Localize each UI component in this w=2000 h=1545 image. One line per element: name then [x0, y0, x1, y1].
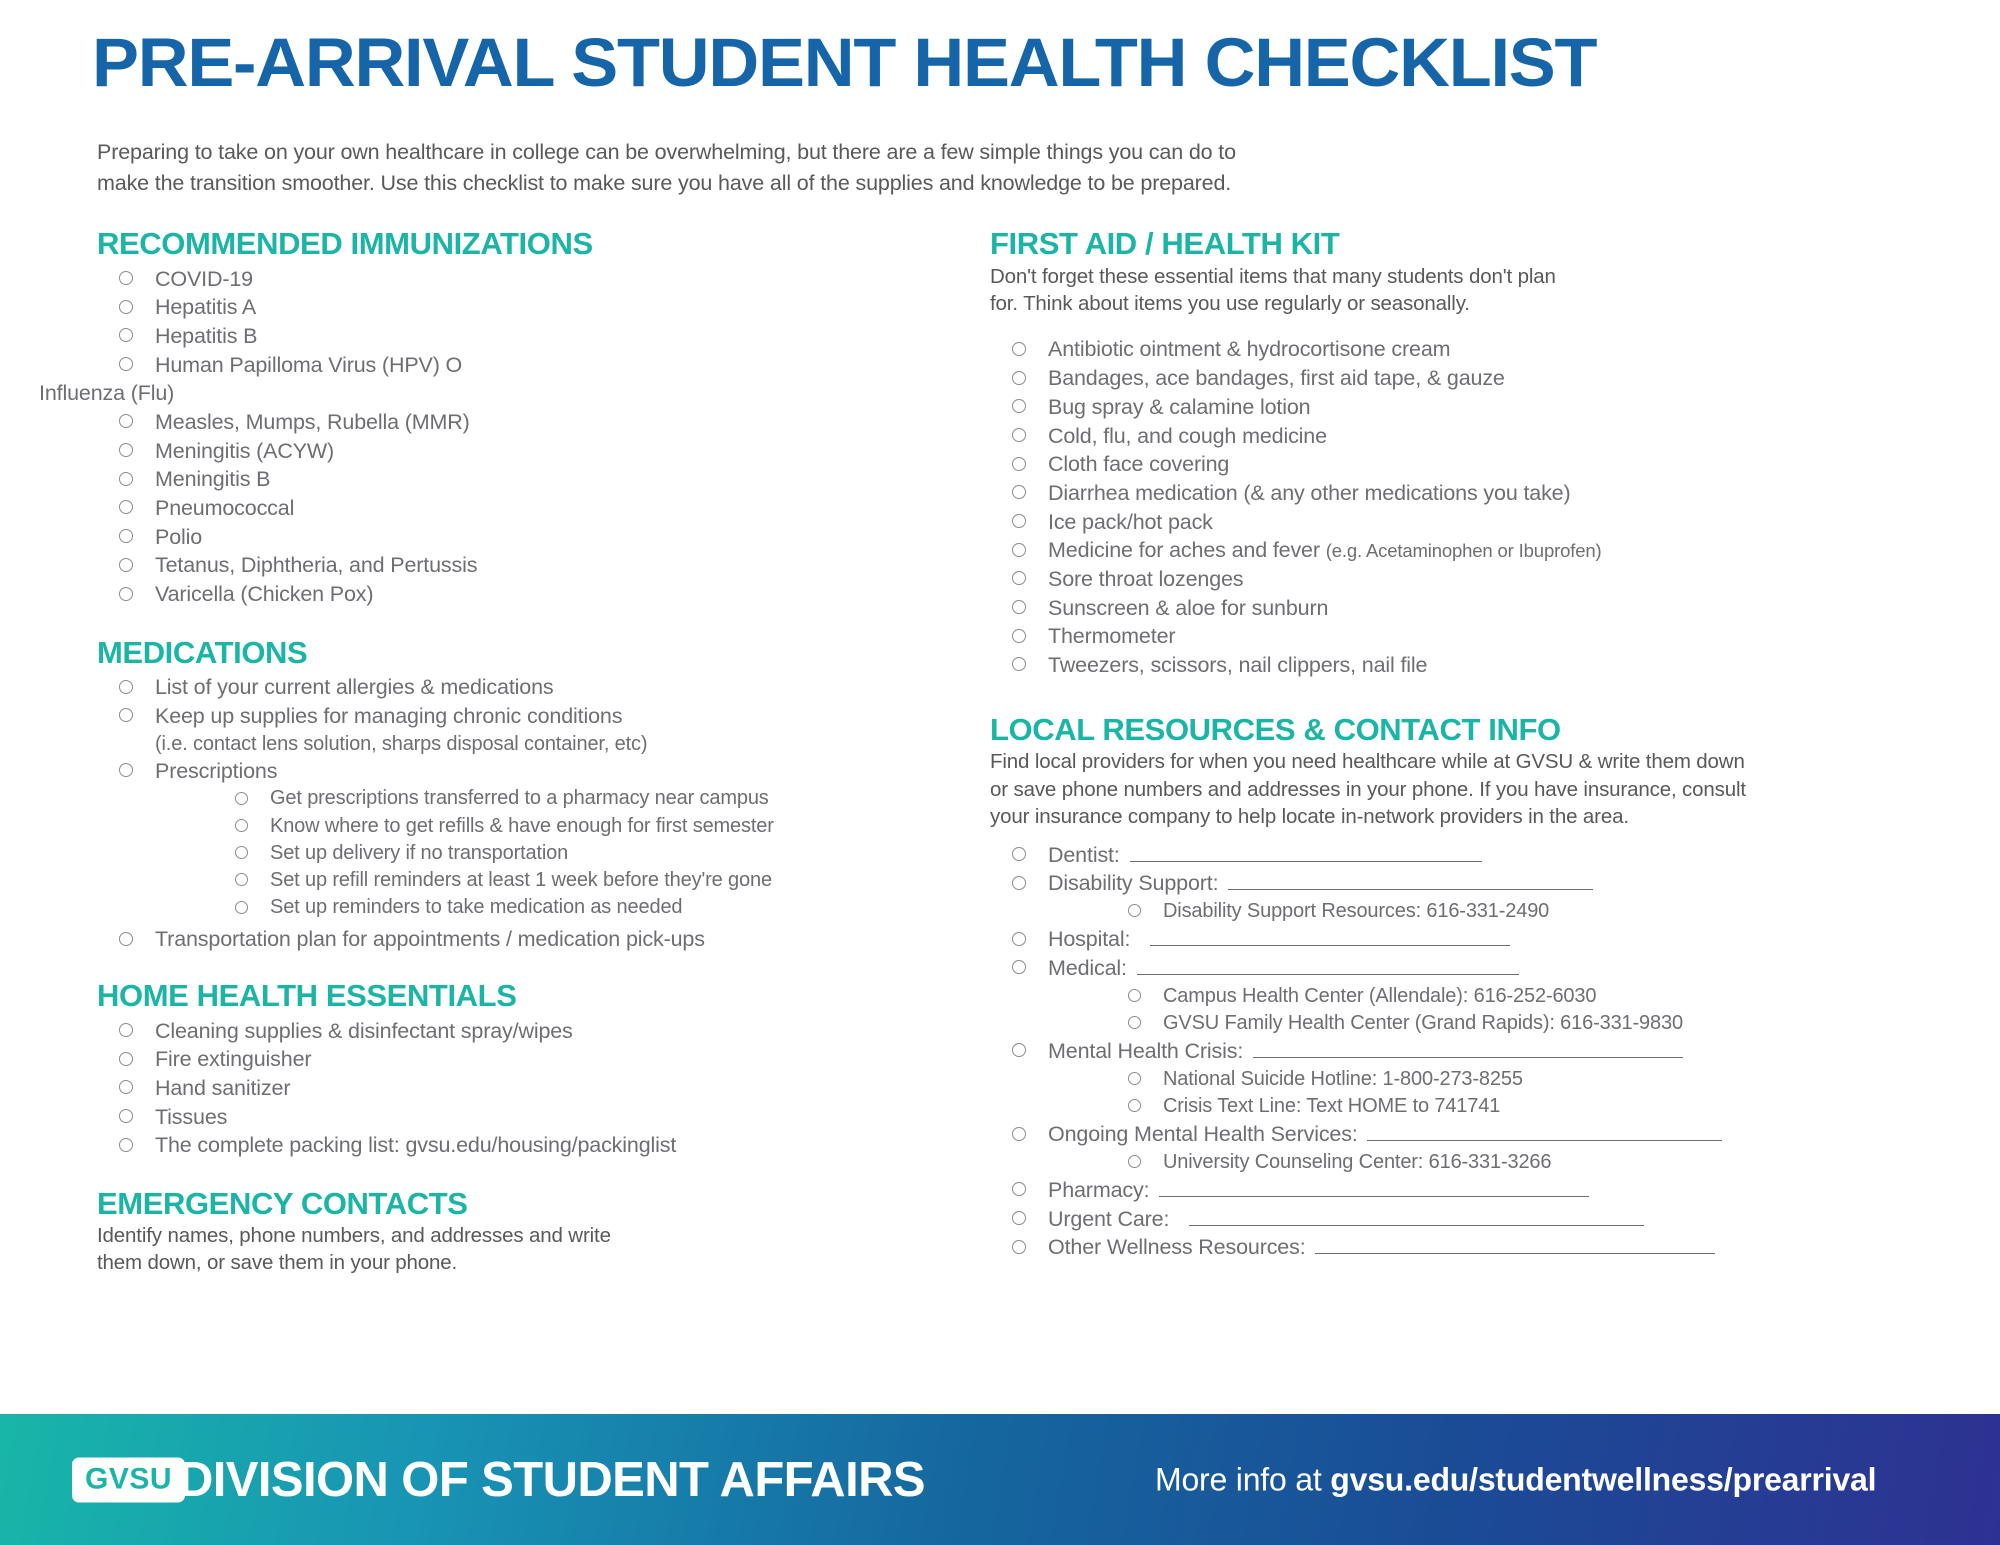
list-item-label: Disability Support Resources: 616-331-2490 — [1163, 900, 1550, 923]
checkbox-icon[interactable] — [119, 1080, 133, 1094]
list-item[interactable] — [155, 867, 937, 894]
list-item[interactable] — [990, 335, 1920, 364]
list-item[interactable] — [97, 465, 937, 494]
checkbox-icon[interactable] — [1012, 342, 1026, 356]
checkbox-icon[interactable] — [235, 901, 248, 914]
list-item-label: National Suicide Hotline: 1-800-273-8255 — [1163, 1067, 1523, 1090]
intro-line-2: make the transition smoother. Use this checklist to make sure you have all of the supplies and knowledge to be prepared. — [97, 170, 1232, 195]
footer-title: DIVISION OF STUDENT AFFAIRS — [178, 1452, 925, 1507]
checkbox-icon[interactable] — [1012, 876, 1026, 890]
checkbox-icon[interactable] — [119, 328, 133, 342]
checkbox-icon[interactable] — [119, 300, 133, 314]
mental-crisis-fill-in-field[interactable] — [1253, 1038, 1683, 1058]
list-item-influenza[interactable] — [39, 379, 937, 408]
checkbox-icon[interactable] — [1012, 629, 1026, 643]
right-column — [990, 228, 1920, 1262]
checkbox-icon[interactable] — [119, 708, 133, 722]
footer-more-prefix: More info at — [1155, 1461, 1331, 1497]
list-item-label: Prescriptions — [155, 758, 278, 783]
resource-label: Ongoing Mental Health Services: — [1048, 1122, 1358, 1147]
checkbox-icon[interactable] — [235, 846, 248, 859]
list-item[interactable] — [155, 894, 937, 921]
list-item-label: GVSU Family Health Center (Grand Rapids): 616-331-9830 — [1163, 1011, 1683, 1034]
list-item[interactable] — [1048, 1149, 1920, 1176]
list-item-label: Hepatitis A — [155, 295, 257, 320]
list-item[interactable] — [155, 813, 937, 840]
list-item[interactable] — [97, 494, 937, 523]
list-item-note: (i.e. contact lens solution, sharps disposal container, etc) — [155, 732, 648, 755]
checkbox-icon[interactable] — [1012, 1240, 1026, 1254]
checkbox-icon[interactable] — [119, 1109, 133, 1123]
checkbox-icon[interactable] — [1012, 371, 1026, 385]
first-aid-sub-line-2: for. Think about items you use regularly or seasonally. — [990, 292, 1470, 316]
list-item[interactable] — [97, 925, 937, 954]
list-item[interactable] — [97, 1074, 937, 1103]
list-item[interactable] — [990, 364, 1920, 393]
resource-ongoing-mental-health[interactable] — [990, 1120, 1920, 1176]
list-item-label: Keep up supplies for managing chronic conditions — [155, 704, 623, 729]
first-aid-list — [990, 335, 1920, 679]
mental-crisis-sublist — [1048, 1066, 1920, 1120]
resource-mental-health-crisis[interactable] — [990, 1037, 1920, 1120]
resource-label: Urgent Care: — [1048, 1206, 1170, 1231]
checkbox-icon[interactable] — [119, 443, 133, 457]
checkbox-icon[interactable] — [1012, 457, 1026, 471]
checkbox-icon[interactable] — [119, 271, 133, 285]
list-item[interactable] — [1048, 1066, 1920, 1093]
list-item-aches[interactable] — [990, 536, 1920, 565]
checkbox-icon[interactable] — [235, 792, 248, 805]
list-item-label: Bug spray & calamine lotion — [1048, 394, 1311, 419]
list-item[interactable] — [1048, 1093, 1920, 1120]
checkbox-icon[interactable] — [119, 529, 133, 543]
list-item-label: Sunscreen & aloe for sunburn — [1048, 595, 1329, 620]
local-resources-list — [990, 841, 1920, 1262]
list-item-label: Campus Health Center (Allendale): 616-252-6030 — [1163, 984, 1597, 1007]
list-item[interactable] — [97, 293, 937, 322]
checkbox-icon[interactable] — [1012, 657, 1026, 671]
resource-label: Pharmacy: — [1048, 1177, 1150, 1202]
local-resources-sub-line-3: your insurance company to help locate in-network providers in the area. — [990, 805, 1629, 829]
list-item[interactable] — [97, 673, 937, 702]
list-item-label: Polio — [155, 524, 203, 549]
checkbox-icon[interactable] — [1012, 514, 1026, 528]
checkbox-icon[interactable] — [235, 873, 248, 886]
checkbox-icon[interactable] — [1012, 485, 1026, 499]
checkbox-icon[interactable] — [1012, 960, 1026, 974]
list-item-label: Crisis Text Line: Text HOME to 741741 — [1163, 1094, 1501, 1117]
left-column — [39, 226, 937, 1277]
disability-sublist — [1048, 898, 1920, 925]
checkbox-icon[interactable] — [1128, 1072, 1141, 1085]
footer-banner — [0, 1414, 2000, 1545]
list-item[interactable] — [990, 565, 1920, 594]
checkbox-icon[interactable] — [119, 587, 133, 601]
resource-label: Medical: — [1048, 955, 1127, 980]
list-item-label: Get prescriptions transferred to a pharmacy near campus — [270, 787, 769, 810]
list-item-label: Set up delivery if no transportation — [270, 841, 569, 864]
list-item-label: Bandages, ace bandages, first aid tape, & gauze — [1048, 366, 1505, 391]
urgent-care-fill-in-field[interactable] — [1189, 1206, 1644, 1226]
list-item[interactable] — [1048, 983, 1920, 1010]
list-item[interactable] — [97, 408, 937, 437]
list-item[interactable] — [990, 622, 1920, 651]
emergency-contacts-body — [97, 1222, 937, 1277]
list-item-label: Transportation plan for appointments / medication pick-ups — [155, 927, 705, 952]
list-item[interactable] — [990, 651, 1920, 680]
list-item-label: Cleaning supplies & disinfectant spray/wipes — [155, 1018, 573, 1043]
list-item-label: Influenza (Flu) — [39, 381, 175, 406]
checkbox-icon[interactable] — [119, 500, 133, 514]
emergency-contacts-line-2: them down, or save them in your phone. — [97, 1251, 458, 1275]
list-item-label: List of your current allergies & medications — [155, 675, 554, 700]
list-item[interactable] — [990, 479, 1920, 508]
list-item-label: Fire extinguisher — [155, 1047, 312, 1072]
checkbox-icon[interactable] — [1012, 1211, 1026, 1225]
list-item-label: Meningitis (ACYW) — [155, 438, 335, 463]
checkbox-icon[interactable] — [1128, 1016, 1141, 1029]
medical-fill-in-field[interactable] — [1137, 955, 1519, 975]
checkbox-icon[interactable] — [119, 472, 133, 486]
checkbox-icon[interactable] — [1128, 989, 1141, 1002]
checkbox-icon[interactable] — [119, 1023, 133, 1037]
list-item[interactable] — [990, 450, 1920, 479]
list-item[interactable] — [97, 1045, 937, 1074]
medical-sublist — [1048, 983, 1920, 1037]
list-item[interactable] — [1048, 898, 1920, 925]
list-item-label: Human Papilloma Virus (HPV) O — [155, 352, 463, 377]
list-item-label: Hand sanitizer — [155, 1075, 291, 1100]
resource-disability-support[interactable] — [990, 869, 1920, 925]
prescriptions-sublist — [155, 785, 937, 921]
list-item-label: Antibiotic ointment & hydrocortisone cream — [1048, 337, 1451, 362]
list-item-label: Tetanus, Diphtheria, and Pertussis — [155, 553, 478, 578]
resource-label: Disability Support: — [1048, 871, 1219, 896]
hospital-fill-in-field[interactable] — [1150, 926, 1510, 946]
ongoing-fill-in-field[interactable] — [1367, 1121, 1722, 1141]
list-item-label: Set up reminders to take medication as needed — [270, 896, 683, 919]
list-item[interactable] — [97, 265, 937, 294]
checkbox-icon[interactable] — [1128, 904, 1141, 917]
checkbox-icon[interactable] — [1128, 1099, 1141, 1112]
list-item[interactable] — [97, 702, 937, 757]
section-heading-immunizations: RECOMMENDED IMMUNIZATIONS — [97, 226, 593, 261]
list-item[interactable] — [990, 594, 1920, 623]
list-item-label: Cloth face covering — [1048, 452, 1230, 477]
home-health-list — [97, 1017, 937, 1160]
footer-more-info — [1155, 1461, 1876, 1498]
checkbox-icon[interactable] — [1012, 543, 1026, 557]
dentist-fill-in-field[interactable] — [1130, 842, 1482, 862]
emergency-contacts-line-1: Identify names, phone numbers, and addresses and write — [97, 1223, 611, 1247]
list-item-label: Sore throat lozenges — [1048, 566, 1244, 591]
section-heading-local-resources: LOCAL RESOURCES & CONTACT INFO — [990, 711, 1561, 747]
list-item[interactable] — [97, 1131, 937, 1160]
section-heading-first-aid: FIRST AID / HEALTH KIT — [990, 226, 1340, 261]
list-item[interactable] — [97, 580, 937, 609]
checkbox-icon[interactable] — [119, 357, 133, 371]
list-item-label: Set up refill reminders at least 1 week before they're gone — [270, 868, 772, 891]
checkbox-icon[interactable] — [1012, 600, 1026, 614]
checkbox-icon[interactable] — [1012, 1127, 1026, 1141]
checkbox-icon[interactable] — [1128, 1155, 1141, 1168]
checkbox-icon[interactable] — [1012, 571, 1026, 585]
list-item-label: Ice pack/hot pack — [1048, 509, 1213, 534]
checkbox-icon[interactable] — [119, 680, 133, 694]
checkbox-icon[interactable] — [1012, 847, 1026, 861]
list-item-prescriptions[interactable] — [97, 757, 937, 922]
checkbox-icon[interactable] — [1012, 428, 1026, 442]
list-item-label: Cold, flu, and cough medicine — [1048, 423, 1327, 448]
section-heading-emergency-contacts: EMERGENCY CONTACTS — [97, 1186, 468, 1222]
checkbox-icon[interactable] — [235, 819, 248, 832]
resource-label: Dentist: — [1048, 842, 1120, 867]
pharmacy-fill-in-field[interactable] — [1159, 1177, 1589, 1197]
resource-urgent-care[interactable] — [990, 1205, 1920, 1234]
list-item[interactable] — [97, 1103, 937, 1132]
first-aid-sub-line-1: Don't forget these essential items that many students don't plan — [990, 264, 1556, 288]
list-item-label: Meningitis B — [155, 467, 271, 492]
list-item-label: Thermometer — [1048, 624, 1176, 649]
other-wellness-fill-in-field[interactable] — [1315, 1235, 1715, 1255]
intro-line-1: Preparing to take on your own healthcare in college can be overwhelming, but there are a few simple things you can do to — [97, 140, 1236, 164]
list-item-label: Tweezers, scissors, nail clippers, nail file — [1048, 653, 1428, 678]
checkbox-icon[interactable] — [119, 1138, 133, 1152]
list-item-label: Diarrhea medication (& any other medications you take) — [1048, 480, 1571, 505]
list-item-label: COVID-19 — [155, 266, 253, 291]
immunizations-list — [39, 265, 937, 609]
medications-list — [97, 673, 937, 954]
checkbox-icon[interactable] — [119, 932, 133, 946]
checkbox-icon[interactable] — [119, 558, 133, 572]
list-item[interactable] — [97, 523, 937, 552]
list-item[interactable] — [97, 437, 937, 466]
list-item[interactable] — [97, 1017, 937, 1046]
checkbox-icon[interactable] — [1012, 932, 1026, 946]
gvsu-logo: GVSU — [72, 1457, 185, 1502]
local-resources-sub-line-2: or save phone numbers and addresses in your phone. If you have insurance, consult — [990, 777, 1746, 801]
list-item-label: Know where to get refills & have enough for first semester — [270, 814, 774, 837]
list-item-label: Tissues — [155, 1104, 228, 1129]
resource-other-wellness[interactable] — [990, 1233, 1920, 1262]
section-heading-medications: MEDICATIONS — [97, 634, 308, 670]
checkbox-icon[interactable] — [1012, 399, 1026, 413]
disability-fill-in-field[interactable] — [1228, 871, 1593, 891]
list-item-label: Hepatitis B — [155, 323, 258, 348]
page-title: PRE-ARRIVAL STUDENT HEALTH CHECKLIST — [92, 24, 1597, 101]
checkbox-icon[interactable] — [119, 1052, 133, 1066]
resource-hospital[interactable] — [990, 925, 1920, 954]
list-item[interactable] — [1048, 1010, 1920, 1037]
first-aid-subtitle — [990, 263, 1920, 318]
resource-medical[interactable] — [990, 954, 1920, 1037]
checkbox-icon[interactable] — [119, 763, 133, 777]
checkbox-icon[interactable] — [1012, 1182, 1026, 1196]
resource-label: Mental Health Crisis: — [1048, 1039, 1244, 1063]
local-resources-subtitle — [990, 748, 1920, 830]
resource-dentist[interactable] — [990, 841, 1920, 870]
page-intro — [97, 137, 1657, 198]
list-item[interactable] — [990, 508, 1920, 537]
list-item-label: The complete packing list: gvsu.edu/housing/packinglist — [155, 1133, 677, 1158]
checkbox-icon[interactable] — [1012, 1043, 1026, 1057]
list-item-label: Measles, Mumps, Rubella (MMR) — [155, 409, 470, 434]
section-heading-home-health: HOME HEALTH ESSENTIALS — [97, 978, 517, 1014]
list-item[interactable] — [155, 785, 937, 812]
list-item-label: Pneumococcal — [155, 496, 295, 521]
list-item-label: Medicine for aches and fever — [1048, 538, 1326, 563]
checkbox-icon[interactable] — [119, 414, 133, 428]
footer-url[interactable]: gvsu.edu/studentwellness/prearrival — [1330, 1461, 1877, 1497]
list-item[interactable] — [990, 422, 1920, 451]
list-item-label: University Counseling Center: 616-331-3266 — [1163, 1150, 1552, 1173]
list-item-parenthetical: (e.g. Acetaminophen or Ibuprofen) — [1325, 540, 1602, 562]
ongoing-sublist — [1048, 1149, 1920, 1176]
list-item[interactable] — [155, 840, 937, 867]
resource-label: Other Wellness Resources: — [1048, 1235, 1306, 1260]
list-item-label: Varicella (Chicken Pox) — [155, 582, 374, 607]
local-resources-sub-line-1: Find local providers for when you need healthcare while at GVSU & write them down — [990, 750, 1745, 774]
list-item[interactable] — [97, 351, 937, 380]
list-item[interactable] — [97, 322, 937, 351]
list-item[interactable] — [97, 551, 937, 580]
resource-label: Hospital: — [1048, 927, 1131, 952]
resource-pharmacy[interactable] — [990, 1176, 1920, 1205]
list-item[interactable] — [990, 393, 1920, 422]
